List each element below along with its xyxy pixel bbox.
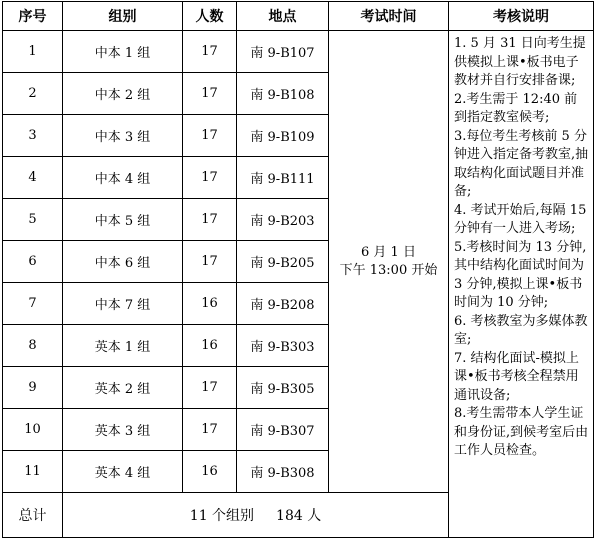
note-item: 7. 结构化面试-模拟上课•板书考核全程禁用通讯设备; (454, 350, 579, 403)
header-notes: 考核说明 (449, 2, 594, 31)
row-location: 南 9-B303 (237, 325, 329, 367)
row-location: 南 9-B107 (237, 31, 329, 73)
row-count: 17 (183, 409, 237, 451)
row-seq: 4 (3, 157, 63, 199)
header-row (3, 2, 594, 31)
row-group: 中本 3 组 (63, 115, 183, 157)
row-seq: 1 (3, 31, 63, 73)
row-group: 中本 1 组 (63, 31, 183, 73)
exam-time-cell (329, 31, 449, 493)
row-group: 中本 5 组 (63, 199, 183, 241)
row-location: 南 9-B205 (237, 241, 329, 283)
row-group: 英本 2 组 (63, 367, 183, 409)
row-count: 17 (183, 241, 237, 283)
header-exam-time: 考试时间 (329, 2, 449, 31)
row-group: 中本 6 组 (63, 241, 183, 283)
total-label: 总计 (3, 493, 63, 538)
total-people: 184 人 (276, 508, 322, 524)
table-row (3, 31, 594, 73)
row-count: 17 (183, 115, 237, 157)
note-item: 1. 5 月 31 日向考生提供模拟上课•板书电子教材并自行安排备课; (454, 36, 586, 88)
row-group: 英本 1 组 (63, 325, 183, 367)
total-summary (63, 493, 449, 538)
header-count: 人数 (183, 2, 237, 31)
row-group: 中本 2 组 (63, 73, 183, 115)
note-item: 6. 考核教室为多媒体教室; (454, 313, 588, 347)
row-seq: 2 (3, 73, 63, 115)
row-seq: 11 (3, 451, 63, 493)
total-groups: 11 个组别 (189, 508, 255, 524)
row-location: 南 9-B109 (237, 115, 329, 157)
row-count: 16 (183, 451, 237, 493)
row-count: 17 (183, 367, 237, 409)
row-group: 英本 3 组 (63, 409, 183, 451)
row-location: 南 9-B305 (237, 367, 329, 409)
row-count: 17 (183, 73, 237, 115)
row-seq: 7 (3, 283, 63, 325)
row-count: 17 (183, 157, 237, 199)
note-item: 5.考核时间为 13 分钟,其中结构化面试时间为 3 分钟,模拟上课•板书时间为 10 分钟; (454, 239, 587, 310)
note-item: 8.考生需带本人学生证和身份证,到候考室后由工作人员检查。 (454, 406, 589, 458)
row-count: 17 (183, 199, 237, 241)
note-item: 4. 考试开始后,每隔 15 分钟有一人进入考场; (454, 202, 587, 236)
row-seq: 5 (3, 199, 63, 241)
row-count: 17 (183, 31, 237, 73)
row-location: 南 9-B203 (237, 199, 329, 241)
note-item: 2.考生需于 12:40 前到指定教室候考; (454, 91, 578, 125)
row-seq: 8 (3, 325, 63, 367)
row-location: 南 9-B208 (237, 283, 329, 325)
row-location: 南 9-B307 (237, 409, 329, 451)
header-group: 组别 (63, 2, 183, 31)
row-seq: 3 (3, 115, 63, 157)
row-seq: 9 (3, 367, 63, 409)
exam-schedule-table (2, 1, 594, 538)
row-location: 南 9-B111 (237, 157, 329, 199)
row-seq: 10 (3, 409, 63, 451)
row-count: 16 (183, 325, 237, 367)
row-seq: 6 (3, 241, 63, 283)
row-location: 南 9-B108 (237, 73, 329, 115)
exam-date: 6 月 1 日 (361, 244, 416, 260)
row-group: 英本 4 组 (63, 451, 183, 493)
row-group: 中本 7 组 (63, 283, 183, 325)
notes-cell (449, 31, 594, 538)
header-seq: 序号 (3, 2, 63, 31)
row-location: 南 9-B308 (237, 451, 329, 493)
note-item: 3.每位考生考核前 5 分钟进入指定备考教室,抽取结构化面试题目并准备; (454, 128, 589, 199)
row-group: 中本 4 组 (63, 157, 183, 199)
exam-start: 下午 13:00 开始 (339, 262, 438, 278)
row-count: 16 (183, 283, 237, 325)
header-location: 地点 (237, 2, 329, 31)
